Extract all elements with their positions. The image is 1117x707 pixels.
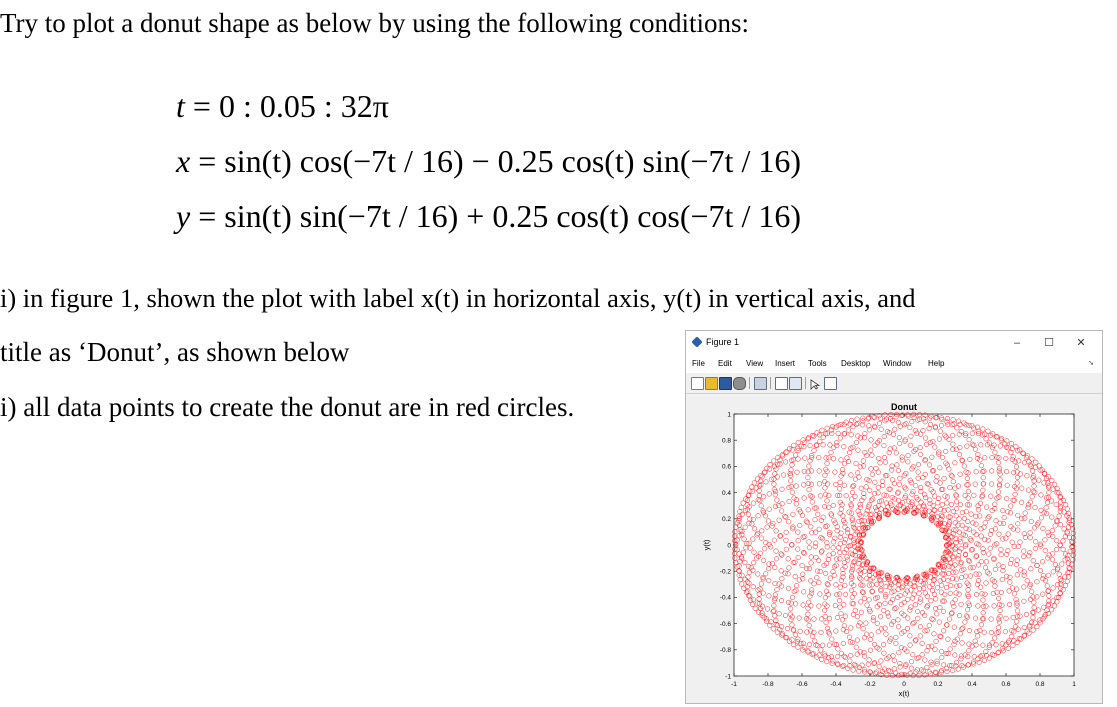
instruction-line-2: title as ‘Donut’, as shown below	[0, 337, 350, 367]
donut-plot	[686, 394, 1102, 703]
y-tick-label: 0.2	[721, 516, 731, 524]
y-tick-label: 0.4	[721, 489, 731, 497]
toolbar-separator	[770, 377, 771, 389]
figure-titlebar[interactable]	[686, 331, 1102, 355]
equation-y-rhs: = sin(t) sin(−7t / 16) + 0.25 cos(t) cos(−7t / 16)	[190, 198, 801, 234]
figure-window	[685, 330, 1103, 704]
menu-help[interactable]: Help	[928, 359, 945, 368]
insert-colorbar-icon[interactable]	[775, 377, 788, 390]
menu-insert[interactable]: Insert	[775, 359, 796, 368]
x-tick-label: 1	[1072, 681, 1076, 688]
menu-bar	[686, 355, 1102, 373]
x-tick-label: -0.2	[864, 681, 876, 688]
save-icon[interactable]	[719, 377, 732, 390]
equation-x-lhs: x	[176, 143, 191, 179]
x-tick-label: 0	[902, 681, 906, 688]
maximize-button[interactable]: ☐	[1044, 337, 1054, 349]
menu-file[interactable]: File	[692, 359, 705, 368]
instruction-line-1: i) in figure 1, shown the plot with label x(t) in horizontal axis, y(t) in vertical axis, and	[0, 283, 916, 313]
matlab-app-icon	[691, 336, 702, 347]
x-axis-label: x(t)	[898, 689, 910, 698]
menu-window[interactable]: Window	[883, 359, 912, 368]
x-tick-label: -0.4	[830, 681, 842, 688]
open-file-icon[interactable]	[705, 377, 718, 390]
instruction-line-3: i) all data points to create the donut are in red circles.	[0, 392, 575, 422]
menu-edit[interactable]: Edit	[718, 359, 732, 368]
figure-canvas	[686, 394, 1102, 703]
y-tick-label: -0.2	[719, 568, 731, 576]
link-plot-icon[interactable]	[754, 377, 767, 390]
chart-title: Donut	[891, 402, 917, 412]
figure-toolbar	[686, 373, 1102, 394]
toolbar-separator	[805, 377, 806, 389]
menu-tools[interactable]: Tools	[808, 359, 827, 368]
menu-view[interactable]: View	[746, 359, 764, 368]
x-tick-label: 0.2	[933, 681, 943, 688]
toolbar-separator	[749, 377, 750, 389]
y-tick-label: 0.8	[721, 437, 731, 445]
new-figure-icon[interactable]	[691, 377, 704, 390]
equation-t-lhs: t	[176, 88, 185, 124]
close-button[interactable]: ✕	[1076, 337, 1086, 349]
equation-y-lhs: y	[176, 198, 191, 234]
x-tick-label: 0.6	[1001, 681, 1011, 688]
property-editor-icon[interactable]	[824, 377, 837, 390]
y-tick-label: 1	[727, 411, 731, 419]
x-tick-label: 0.8	[1035, 681, 1045, 688]
intro-text: Try to plot a donut shape as below by using the following conditions:	[0, 8, 749, 38]
x-tick-label: -1	[731, 681, 737, 688]
menu-desktop[interactable]: Desktop	[841, 359, 871, 368]
x-tick-label: -0.6	[796, 681, 808, 688]
equation-x-rhs: = sin(t) cos(−7t / 16) − 0.25 cos(t) sin(−7t / 16)	[190, 143, 801, 179]
x-tick-label: 0.4	[967, 681, 977, 688]
y-axis-label: y(t)	[702, 539, 711, 551]
print-icon[interactable]	[733, 377, 746, 390]
equation-x	[176, 143, 801, 180]
figure-title: Figure 1	[706, 337, 740, 347]
edit-plot-icon[interactable]	[810, 377, 821, 388]
equation-y	[176, 198, 801, 235]
menu-overflow-icon[interactable]: ➘	[1088, 360, 1094, 367]
y-tick-label: -0.4	[719, 594, 731, 602]
equation-t-rhs: = 0 : 0.05 : 32π	[184, 88, 389, 124]
y-tick-label: -1	[725, 673, 731, 681]
insert-legend-icon[interactable]	[789, 377, 802, 390]
y-tick-label: -0.8	[719, 647, 731, 655]
equation-t	[176, 88, 389, 125]
minimize-button[interactable]: –	[1013, 337, 1021, 349]
x-tick-label: -0.8	[762, 681, 774, 688]
y-tick-label: 0	[727, 542, 731, 550]
y-tick-label: 0.6	[721, 463, 731, 471]
y-tick-label: -0.6	[719, 620, 731, 628]
